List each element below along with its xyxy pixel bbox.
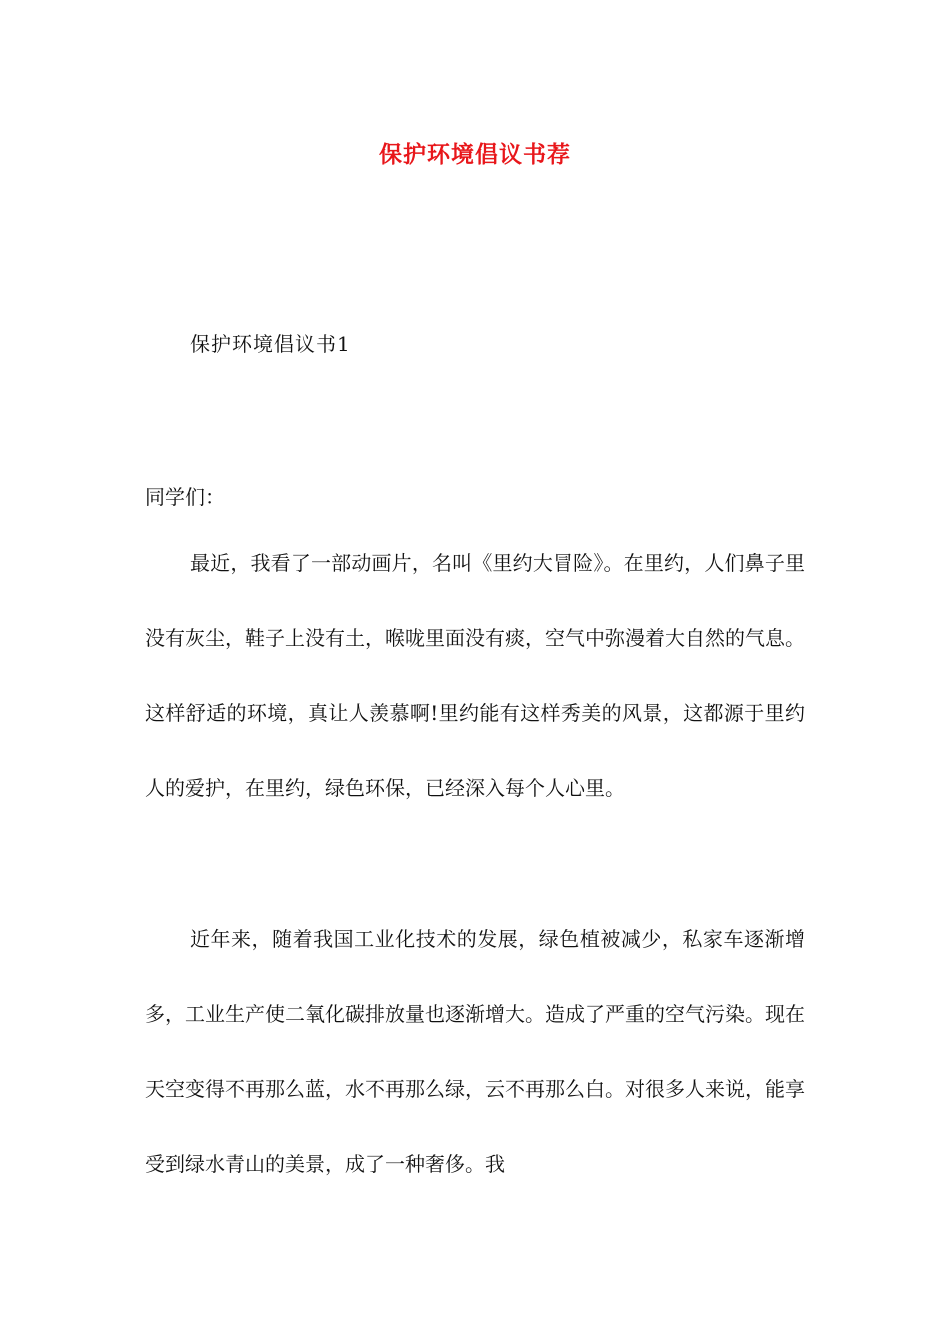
paragraph-1: 最近，我看了一部动画片，名叫《里约大冒险》。在里约，人们鼻子里没有灰尘，鞋子上没有土，喉咙里面没有痰，空气中弥漫着大自然的气息。这样舒适的环境，真让人羡慕啊!里约能有这样秀美的风景，这都源于里约人的爱护，在里约，绿色环保，已经深入每个人心里。 bbox=[145, 551, 805, 800]
paragraph-2: 近年来，随着我国工业化技术的发展，绿色植被减少，私家车逐渐增多，工业生产使二氧化碳排放量也逐渐增大。造成了严重的空气污染。现在天空变得不再那么蓝，水不再那么绿，云不再那么白。对很多人来说，能享受到绿水青山的美景，成了一种奢侈。我 bbox=[145, 927, 805, 1176]
document-title: 保护环境倡议书荐 bbox=[379, 141, 571, 168]
section-heading: 保护环境倡议书1 bbox=[190, 332, 351, 356]
salutation: 同学们： bbox=[145, 485, 225, 509]
